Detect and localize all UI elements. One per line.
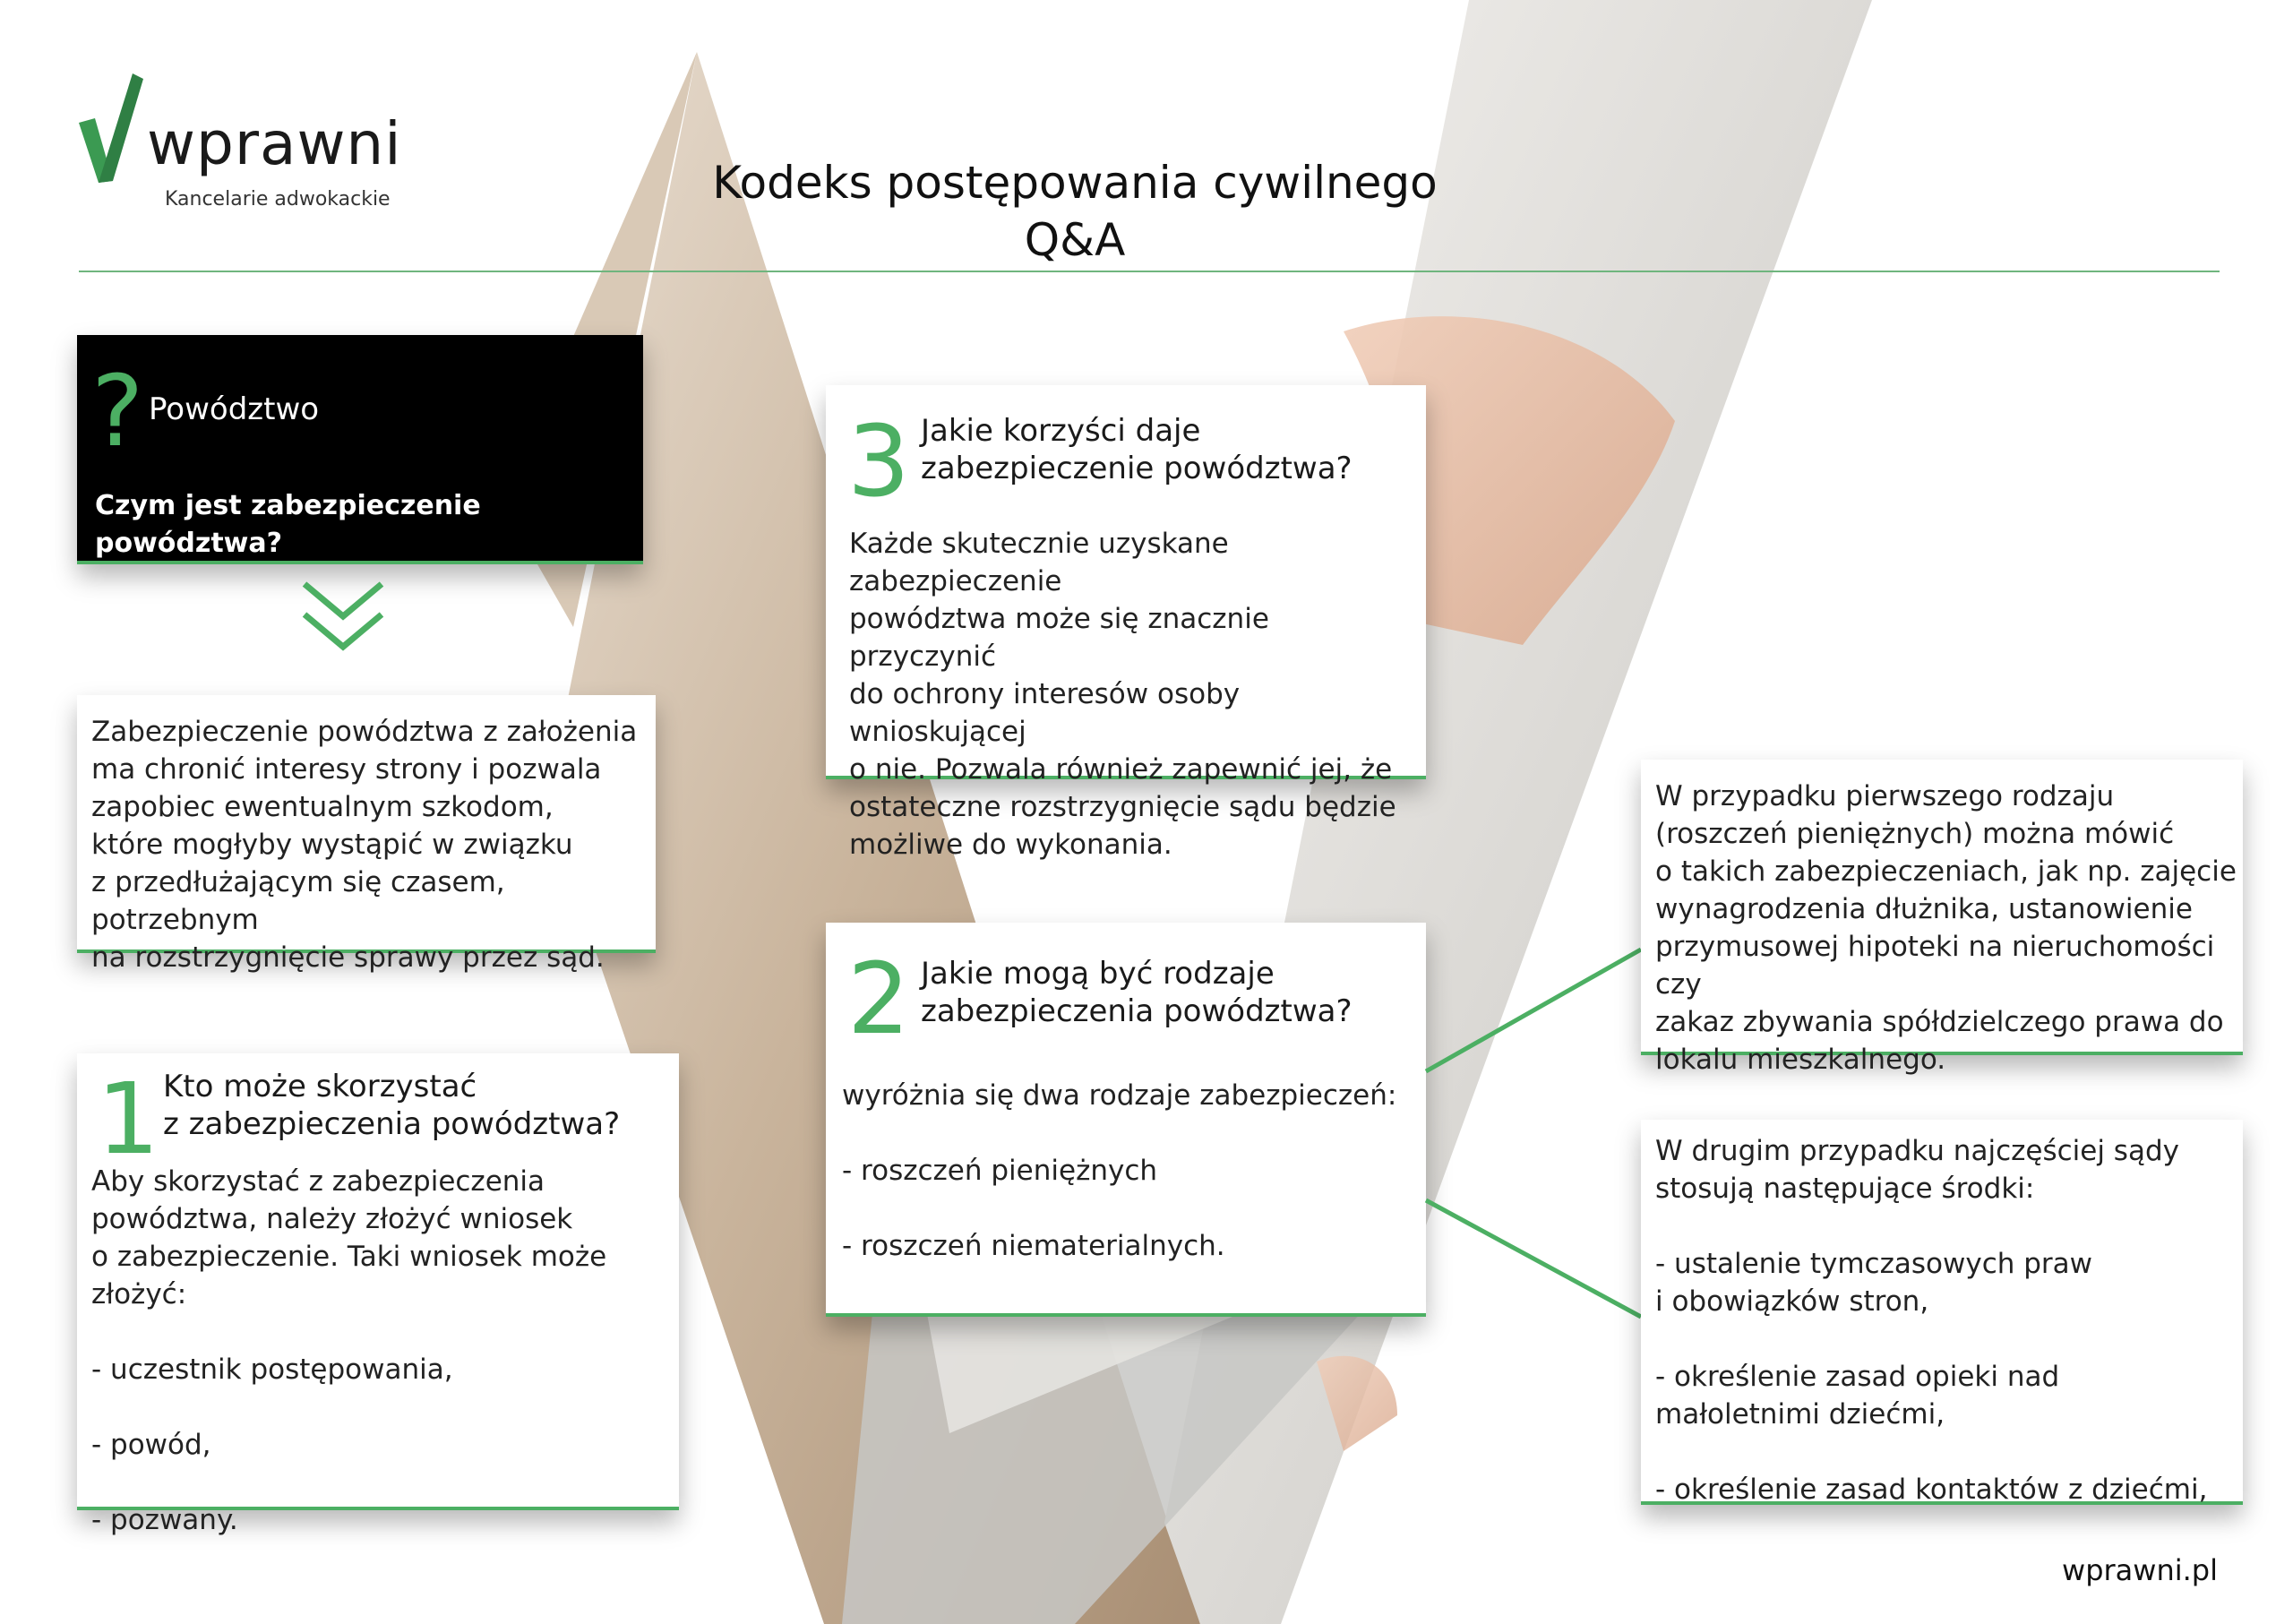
intro-question: Czym jest zabezpieczenie powództwa? bbox=[95, 490, 481, 559]
page-title-line1: Kodeks postępowania cywilnego bbox=[712, 157, 1438, 209]
question-card-2 bbox=[826, 923, 1426, 1317]
question-number-2: 2 bbox=[847, 941, 910, 1056]
question-card-1 bbox=[77, 1053, 679, 1536]
category-label: Powództwo bbox=[149, 391, 320, 427]
detail-card-nonmonetary bbox=[1641, 1120, 2243, 1505]
website-link[interactable]: wprawni.pl bbox=[2062, 1553, 2218, 1587]
question-mark-icon: ? bbox=[91, 354, 144, 468]
detail-text-nonmonetary: W drugim przypadku najczęściej sądy stosują następujące środki: - ustalenie tymczasowych praw i obowiązków stron, - określenie zasad opieki nad małoletnimi dziećmi, - określenie zasad kontaktów z dziećmi, bbox=[1655, 1135, 2208, 1506]
logo-checkmark-icon bbox=[79, 73, 150, 190]
detail-card-monetary bbox=[1641, 760, 2243, 1076]
intro-question-card bbox=[77, 335, 643, 564]
page-title bbox=[627, 154, 1523, 269]
double-chevron-down-icon bbox=[301, 580, 385, 656]
question-title-2: Jakie mogą być rodzaje zabezpieczenia powództwa? bbox=[921, 956, 1353, 1029]
question-body-3: Każde skutecznie uzyskane zabezpieczenie powództwa może się znacznie przyczynić do ochrony interesów osoby wnioskującej o nie. Pozwala również zapewnić jej, że ostateczne rozstrzygnięcie sądu będzie możliwe do wykonania. bbox=[849, 528, 1396, 861]
intro-answer-text: Zabezpieczenie powództwa z założenia ma chronić interesy strony i pozwala zapobiec ewentualnym szkodom, które mogłyby wystąpić w związku z przedłużającym się czasem, potrzebnym na rozstrzygnięcie sprawy przez sąd. bbox=[91, 716, 638, 974]
question-title-3: Jakie korzyści daje zabezpieczenie powództwa? bbox=[921, 413, 1353, 486]
intro-answer-card bbox=[77, 695, 656, 974]
question-number-1: 1 bbox=[97, 1061, 159, 1176]
page-title-line2: Q&A bbox=[1024, 214, 1126, 266]
question-body-1: Aby skorzystać z zabezpieczenia powództwa, należy złożyć wniosek o zabezpieczenie. Taki wniosek może złożyć: - uczestnik postępowania, - powód, - pozwany. bbox=[91, 1165, 607, 1536]
question-body-2: wyróżnia się dwa rodzaje zabezpieczeń: - roszczeń pieniężnych - roszczeń niematerialnych. bbox=[842, 1079, 1397, 1262]
logo-wordmark: wprawni bbox=[147, 109, 402, 178]
question-number-3: 3 bbox=[847, 404, 910, 519]
logo-tagline: Kancelarie adwokackie bbox=[165, 188, 391, 211]
brand-logo[interactable] bbox=[79, 73, 401, 226]
detail-text-monetary: W przypadku pierwszego rodzaju (roszczeń pieniężnych) można mówić o takich zabezpieczeniach, jak np. zajęcie wynagrodzenia dłużnika, ustanowienie przymusowej hipoteki na nieruchomości czy zakaz zbywania spółdzielczego prawa do lokalu mieszkalnego. bbox=[1655, 780, 2237, 1076]
question-title-1: Kto może skorzystać z zabezpieczenia powództwa? bbox=[163, 1069, 621, 1142]
question-card-3 bbox=[826, 385, 1426, 861]
header-divider bbox=[79, 271, 2220, 272]
